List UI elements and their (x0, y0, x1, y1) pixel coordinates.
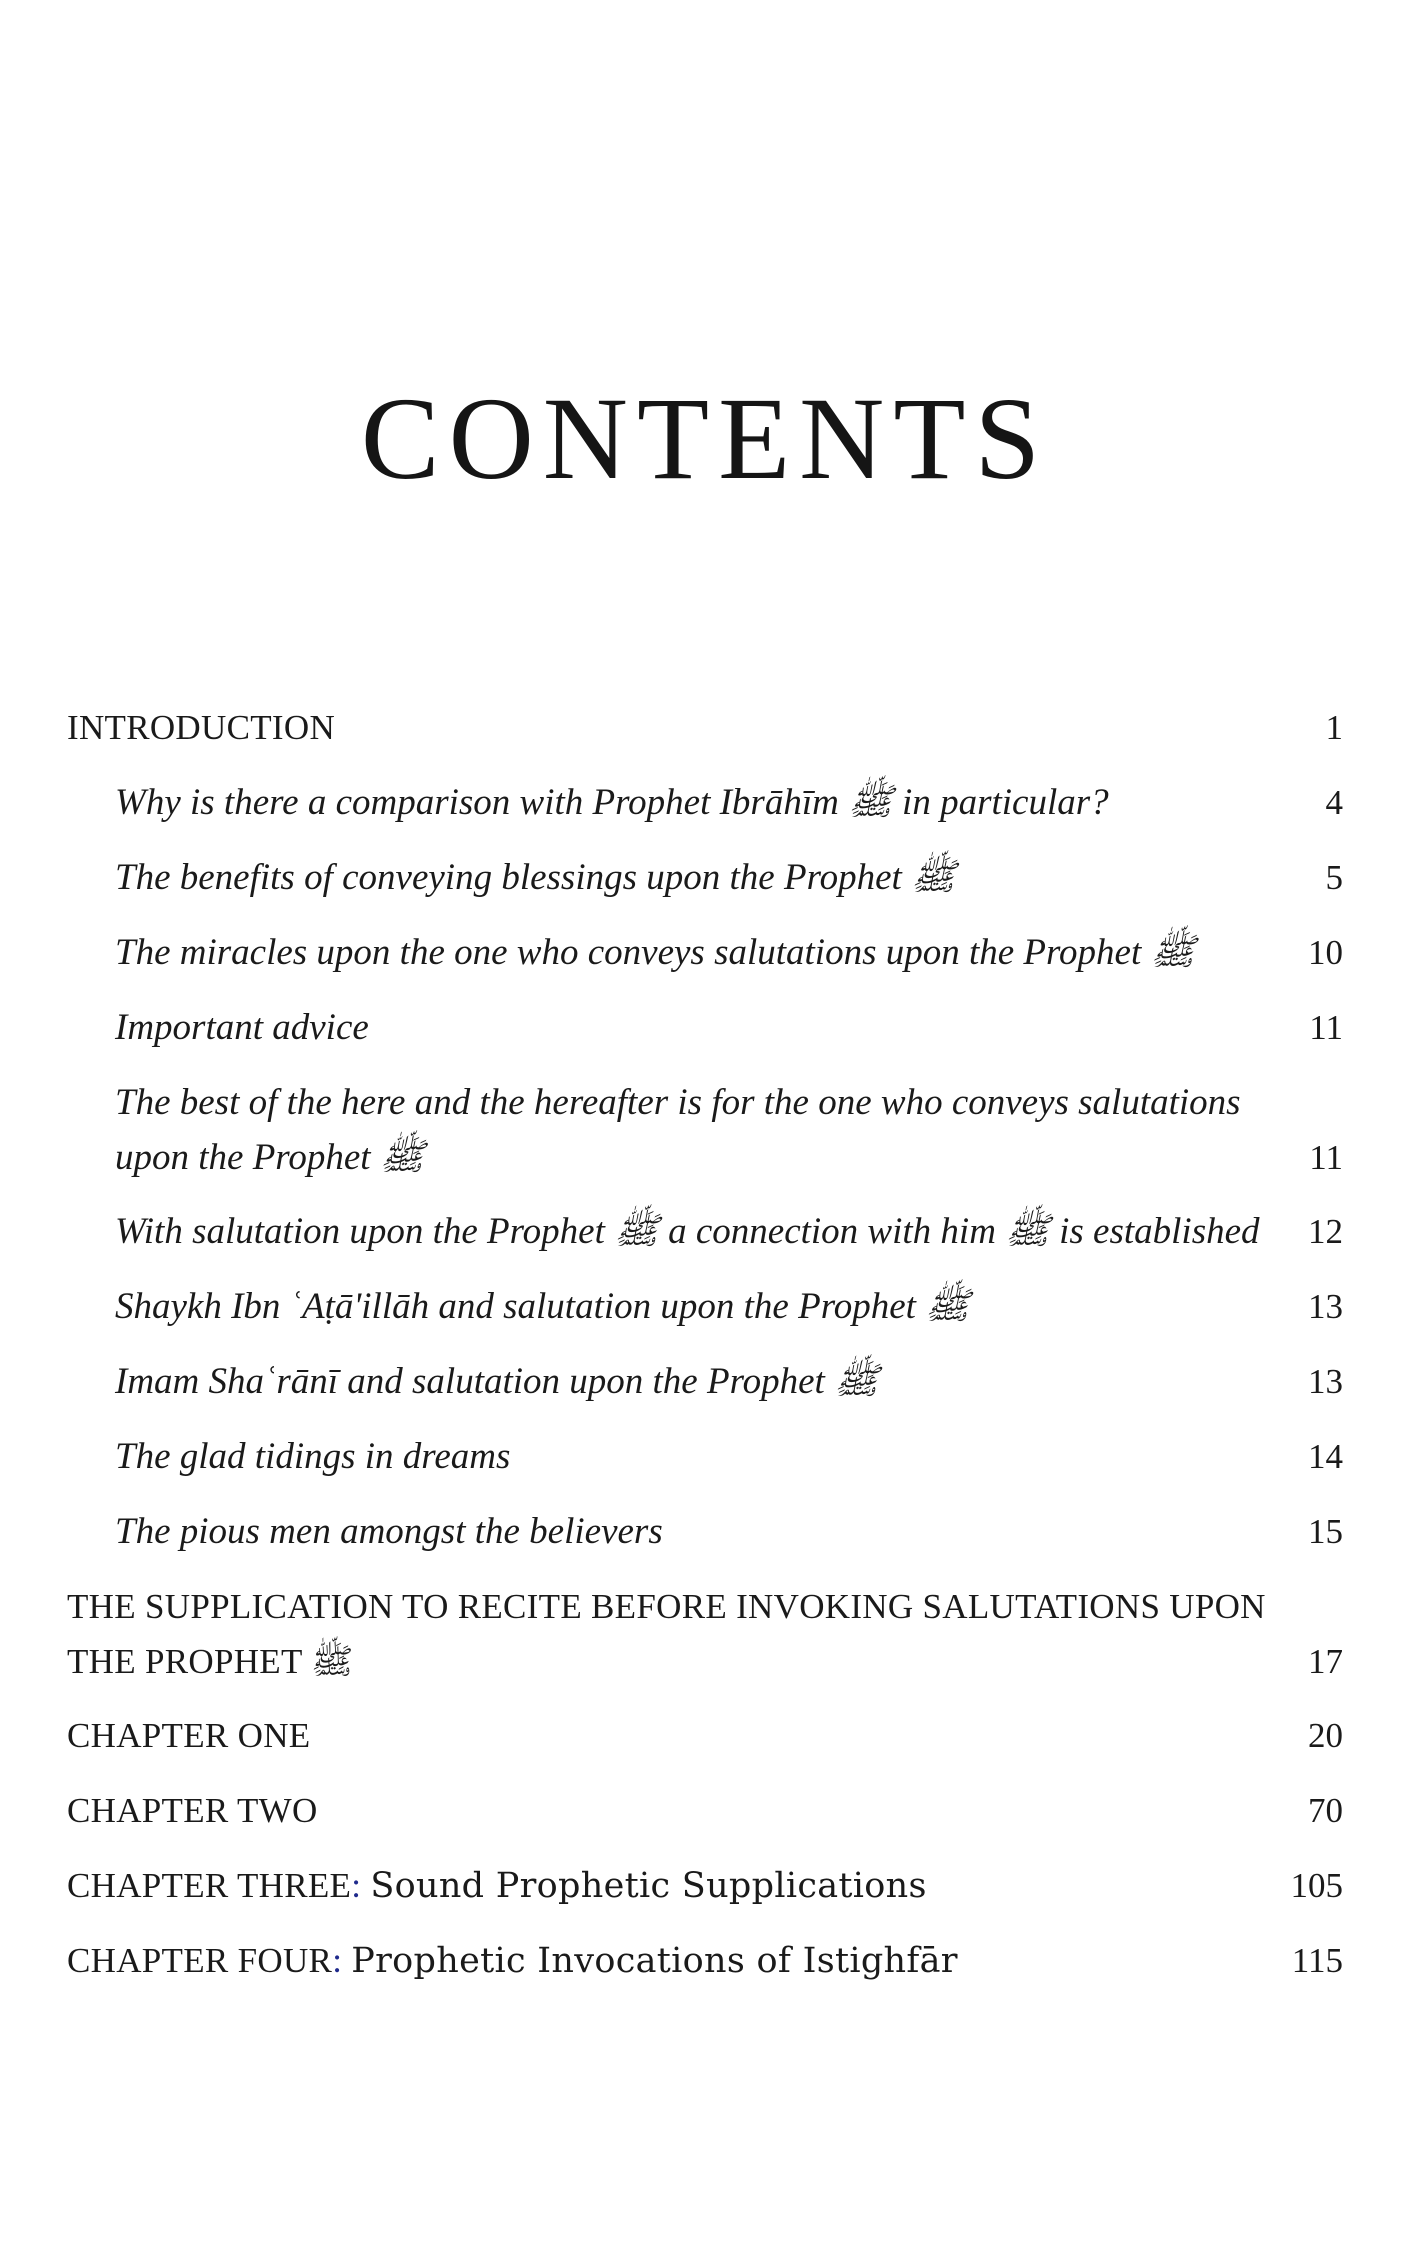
toc-entry-label: The miracles upon the one who conveys salutations upon the Prophet ﷺ (115, 932, 1196, 973)
toc-entry-page: 13 (1308, 1362, 1343, 1401)
toc-entry[interactable] (67, 1279, 1343, 1335)
chapter-subtitle: Sound Prophetic Supplications (370, 1866, 927, 1906)
toc-entry-label: Shaykh Ibn ʿAṭā'illāh and salutation upon the Prophet ﷺ (115, 1286, 970, 1327)
toc-entry-page: 13 (1308, 1287, 1343, 1326)
toc-entry[interactable] (67, 1579, 1343, 1689)
toc-entry-label: The benefits of conveying blessings upon the Prophet ﷺ (115, 857, 956, 898)
toc-entry-page: 15 (1308, 1512, 1343, 1551)
toc-entry-label: THE SUPPLICATION TO RECITE BEFORE INVOKING SALUTATIONS UPON THE PROPHET ﷺ (67, 1587, 1266, 1681)
chapter-separator: : (351, 1866, 362, 1905)
toc-entry-page: 20 (1308, 1716, 1343, 1755)
toc-entry[interactable] (67, 850, 1343, 906)
toc-entry-label: With salutation upon the Prophet ﷺ a connection with him ﷺ is established (115, 1211, 1260, 1252)
toc-entry[interactable] (67, 775, 1343, 831)
toc-entry-page: 14 (1308, 1437, 1343, 1476)
toc-entry-page: 17 (1308, 1642, 1343, 1681)
toc-entry[interactable] (67, 1000, 1343, 1056)
toc-entry-page: 11 (1309, 1138, 1343, 1177)
toc-entry-label: INTRODUCTION (67, 708, 336, 747)
page-title: CONTENTS (360, 373, 1050, 504)
toc-entry[interactable] (67, 1708, 1343, 1764)
chapter-separator: : (332, 1941, 343, 1980)
toc-entry-page: 70 (1308, 1791, 1343, 1830)
chapter-name: CHAPTER THREE (67, 1866, 352, 1905)
toc-entry-label: CHAPTER ONE (67, 1716, 311, 1755)
toc-entry-page: 10 (1308, 933, 1343, 972)
toc-entry-label: The glad tidings in dreams (115, 1436, 511, 1477)
toc-entry-label (67, 1933, 1292, 1989)
toc-entry[interactable] (67, 1204, 1343, 1260)
toc-entry-label: CHAPTER TWO (67, 1791, 318, 1830)
toc-entry[interactable] (67, 1429, 1343, 1485)
toc-entry-page: 11 (1309, 1008, 1343, 1047)
chapter-name: CHAPTER FOUR (67, 1941, 333, 1980)
toc-entry-page: 1 (1325, 708, 1343, 747)
toc-entry-page: 12 (1308, 1212, 1343, 1251)
toc-entry-label: The best of the here and the hereafter is for the one who conveys salutations upon the Prophet ﷺ (115, 1082, 1241, 1178)
toc-entry-label: The pious men amongst the believers (115, 1511, 663, 1552)
toc-entry-page: 115 (1291, 1941, 1343, 1980)
toc-entry[interactable] (67, 1075, 1343, 1185)
toc-entry[interactable] (67, 1354, 1343, 1410)
toc-entry[interactable] (67, 925, 1343, 981)
toc-entry[interactable] (67, 700, 1343, 756)
toc-entry[interactable] (67, 1504, 1343, 1560)
toc-entry-page: 5 (1325, 858, 1343, 897)
table-of-contents (67, 700, 1343, 2008)
toc-entry-label: Important advice (115, 1007, 369, 1048)
toc-entry[interactable] (67, 1858, 1343, 1914)
toc-entry-page: 105 (1290, 1866, 1343, 1905)
toc-entry-label: Imam Shaʿrānī and salutation upon the Prophet ﷺ (115, 1361, 879, 1402)
toc-entry-label (67, 1858, 1291, 1914)
toc-entry[interactable] (67, 1783, 1343, 1839)
toc-entry-label: Why is there a comparison with Prophet Ibrāhīm ﷺ in particular? (115, 782, 1109, 823)
toc-entry-page: 4 (1325, 783, 1343, 822)
toc-entry[interactable] (67, 1933, 1343, 1989)
chapter-subtitle: Prophetic Invocations of Istighfār (351, 1941, 958, 1981)
